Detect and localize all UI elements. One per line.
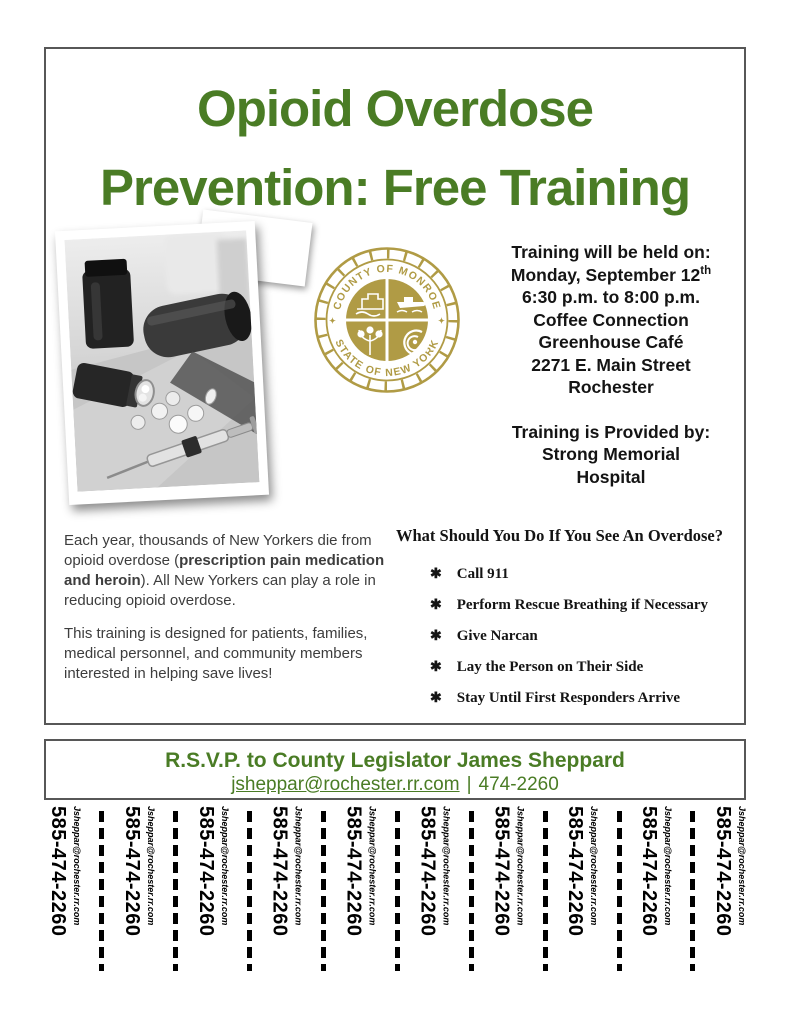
training-heading: Training will be held on: (511, 242, 711, 262)
seal-top-text: COUNTY OF MONROE (331, 262, 443, 312)
overdose-steps-heading: What Should You Do If You See An Overdose? (396, 526, 724, 545)
tearoff-phone: 585-474-2260 (638, 806, 660, 937)
list-item: ✱ Call 911 (430, 566, 509, 582)
seal-bottom-text: STATE OF NEW YORK (332, 337, 442, 380)
asterisk-bullet-icon: ✱ (430, 629, 442, 644)
training-city: Rochester (568, 377, 654, 397)
list-item: ✱ Stay Until First Responders Arrive (430, 690, 681, 706)
tearoff-phone: 585-474-2260 (490, 806, 513, 937)
tearoff-separator (543, 811, 548, 971)
tearoff-tab[interactable] (47, 806, 83, 978)
tearoff-separator (617, 811, 622, 971)
about-paragraph-2: This training is designed for patients, families, medical personnel, and community members interested in helping save lives! (64, 625, 368, 682)
tearoff-phone: 585-474-2260 (416, 806, 439, 937)
overdose-steps-list (396, 566, 746, 707)
tearoff-email: Jsheppar@rochester.rr.com (72, 806, 82, 926)
tearoff-email: Jsheppar@rochester.rr.com (663, 806, 673, 926)
rsvp-heading: R.S.V.P. to County Legislator James Sheppard (165, 749, 625, 772)
training-venue-1: Coffee Connection (533, 309, 689, 330)
seal-left-star-icon: ✦ (329, 316, 336, 326)
flyer-title (46, 49, 744, 227)
tearoff-phone: 585-474-2260 (120, 806, 143, 937)
tearoff-phone: 585-474-2260 (47, 806, 69, 937)
tearoff-email: Jsheppar@rochester.rr.com (589, 806, 600, 926)
list-item: ✱ Give Narcan (430, 628, 538, 644)
about-text (64, 531, 398, 697)
tearoff-separator (247, 811, 252, 971)
training-details (476, 241, 746, 488)
tearoff-email: Jsheppar@rochester.rr.com (736, 806, 747, 926)
tearoff-email: Jsheppar@rochester.rr.com (219, 806, 230, 926)
tearoff-phone: 585-474-2260 (268, 806, 291, 937)
list-item: ✱ Perform Rescue Breathing if Necessary (430, 597, 709, 613)
training-date: Monday, September 12th (510, 264, 712, 285)
tearoff-separator (173, 811, 178, 971)
provider-name-1: Strong Memorial (541, 444, 681, 464)
training-time: 6:30 p.m. to 8:00 p.m. (522, 287, 700, 307)
tearoff-strip (47, 806, 748, 981)
tearoff-tab[interactable] (121, 806, 157, 978)
tearoff-tab[interactable] (490, 806, 526, 978)
title-line-1: Opioid Overdose (197, 80, 593, 137)
rsvp-phone: 474-2260 (478, 774, 559, 795)
asterisk-bullet-icon: ✱ (430, 598, 442, 613)
tearoff-tab[interactable] (416, 806, 452, 978)
rsvp-separator: | (466, 774, 472, 795)
rsvp-contact-line (46, 774, 744, 796)
tearoff-tab[interactable] (269, 806, 305, 978)
tearoff-email: Jsheppar@rochester.rr.com (367, 806, 378, 926)
seal-right-star-icon: ✦ (438, 316, 445, 326)
pills-syringe-illustration (64, 230, 259, 491)
tearoff-email: Jsheppar@rochester.rr.com (441, 806, 452, 926)
county-of-monroe-seal (312, 245, 462, 395)
provider-heading: Training is Provided by: (511, 421, 711, 442)
tearoff-separator (395, 811, 400, 971)
tearoff-phone: 585-474-2260 (342, 806, 365, 937)
tearoff-separator (321, 811, 326, 971)
tearoff-email: Jsheppar@rochester.rr.com (293, 806, 304, 926)
list-item: ✱ Lay the Person on Their Side (430, 659, 644, 675)
tearoff-tab[interactable] (712, 806, 748, 978)
tearoff-email: Jsheppar@rochester.rr.com (515, 806, 526, 926)
asterisk-bullet-icon: ✱ (430, 660, 442, 675)
training-address: 2271 E. Main Street (531, 354, 691, 375)
asterisk-bullet-icon: ✱ (430, 567, 442, 582)
tearoff-tab[interactable] (343, 806, 379, 978)
tearoff-separator (690, 811, 695, 971)
tearoff-separator (99, 811, 104, 971)
pills-syringe-photo (55, 221, 269, 505)
tearoff-tab[interactable] (564, 806, 600, 978)
training-venue-2: Greenhouse Café (538, 332, 684, 352)
tearoff-separator (469, 811, 474, 971)
tearoff-phone: 585-474-2260 (711, 806, 734, 937)
rsvp-box (44, 739, 746, 800)
about-paragraph-1: Each year, thousands of New Yorkers die from opioid overdose (prescription pain medication and heroin). All New Yorkers can play a role in reducing opioid overdose. (64, 532, 385, 609)
tearoff-phone: 585-474-2260 (194, 806, 217, 937)
provider-name-2: Hospital (576, 466, 646, 487)
standing-pill-bottle (82, 259, 135, 349)
overdose-steps (396, 526, 746, 721)
title-line-2: Prevention: Free Training (100, 159, 690, 216)
tearoff-tab[interactable] (638, 806, 674, 978)
tearoff-tab[interactable] (195, 806, 231, 978)
tearoff-phone: 585-474-2260 (564, 806, 587, 937)
rsvp-email-link[interactable]: jsheppar@rochester.rr.com (231, 774, 460, 795)
tearoff-email: Jsheppar@rochester.rr.com (145, 806, 156, 926)
asterisk-bullet-icon: ✱ (430, 691, 442, 706)
flyer-main-box (44, 47, 746, 725)
